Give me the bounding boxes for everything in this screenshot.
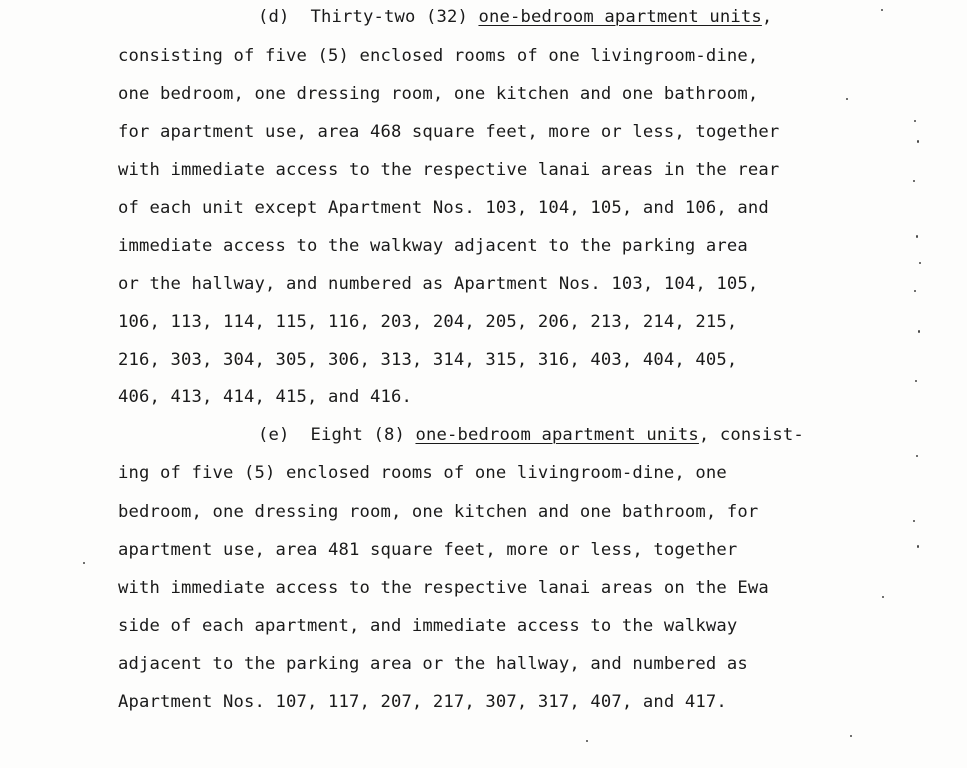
paragraph-d-line	[118, 45, 758, 67]
scan-speck	[586, 740, 588, 742]
scan-speck	[914, 290, 916, 292]
scan-speck	[917, 545, 919, 548]
underlined-term: one-bedroom apartment units	[478, 7, 762, 27]
scan-speck	[882, 596, 884, 598]
scan-speck	[919, 262, 921, 264]
paragraph-d-line	[118, 159, 779, 181]
scan-speck	[846, 98, 848, 100]
paragraph-e-line	[118, 539, 737, 561]
paragraph-e-line	[118, 577, 769, 599]
line-text: with immediate access to the respective lanai areas in the rear	[118, 160, 780, 180]
line-text: immediate access to the walkway adjacent to the parking area	[118, 236, 748, 256]
paragraph-d-line	[118, 121, 779, 143]
scan-speck	[850, 735, 852, 737]
paragraph-e-line	[118, 615, 737, 637]
paragraph-d-line	[118, 273, 758, 295]
scan-speck	[917, 140, 919, 143]
line-text: side of each apartment, and immediate access to the walkway	[118, 616, 738, 636]
line-text: apartment use, area 481 square feet, more or less, together	[118, 540, 738, 560]
line-text: ing of five (5) enclosed rooms of one livingroom-dine, one	[118, 463, 727, 483]
line-text: with immediate access to the respective lanai areas on the Ewa	[118, 578, 769, 598]
line-text: adjacent to the parking area or the hallway, and numbered as	[118, 654, 748, 674]
paragraph-d-line	[118, 311, 737, 333]
line-text: (e) Eight (8)	[258, 425, 416, 445]
paragraph-d-line	[118, 235, 748, 257]
paragraph-d-line	[118, 83, 758, 105]
scan-speck	[913, 180, 915, 182]
scan-speck	[83, 562, 85, 564]
paragraph-e-line	[118, 462, 727, 484]
line-text: for apartment use, area 468 square feet, more or less, together	[118, 122, 780, 142]
paragraph-d-line	[118, 349, 737, 371]
scan-speck	[914, 120, 916, 122]
scan-speck	[881, 9, 883, 11]
underlined-term: one-bedroom apartment units	[415, 425, 699, 445]
line-text: consisting of five (5) enclosed rooms of one livingroom-dine,	[118, 46, 759, 66]
paragraph-e-line	[258, 424, 804, 446]
line-text: Apartment Nos. 107, 117, 207, 217, 307, 317, 407, and 417.	[118, 692, 727, 712]
paragraph-d-line	[258, 6, 772, 28]
scan-speck	[918, 330, 920, 333]
line-text: 106, 113, 114, 115, 116, 203, 204, 205, 206, 213, 214, 215,	[118, 312, 738, 332]
paragraph-e-line	[118, 653, 748, 675]
paragraph-d-line	[118, 197, 769, 219]
scan-speck	[915, 380, 917, 382]
line-text: (d) Thirty-two (32)	[258, 7, 479, 27]
line-text: , consist-	[698, 425, 804, 445]
scan-speck	[913, 520, 915, 522]
line-text: of each unit except Apartment Nos. 103, 104, 105, and 106, and	[118, 198, 769, 218]
paragraph-d-line	[118, 386, 412, 408]
line-text: 216, 303, 304, 305, 306, 313, 314, 315, 316, 403, 404, 405,	[118, 350, 738, 370]
line-text: 406, 413, 414, 415, and 416.	[118, 387, 412, 407]
paragraph-e-line	[118, 501, 758, 523]
scan-speck	[916, 235, 918, 238]
line-text: one bedroom, one dressing room, one kitchen and one bathroom,	[118, 84, 759, 104]
line-text: ,	[761, 7, 773, 27]
scan-speck	[916, 455, 918, 457]
line-text: or the hallway, and numbered as Apartment Nos. 103, 104, 105,	[118, 274, 759, 294]
paragraph-e-line	[118, 691, 727, 713]
line-text: bedroom, one dressing room, one kitchen and one bathroom, for	[118, 502, 759, 522]
